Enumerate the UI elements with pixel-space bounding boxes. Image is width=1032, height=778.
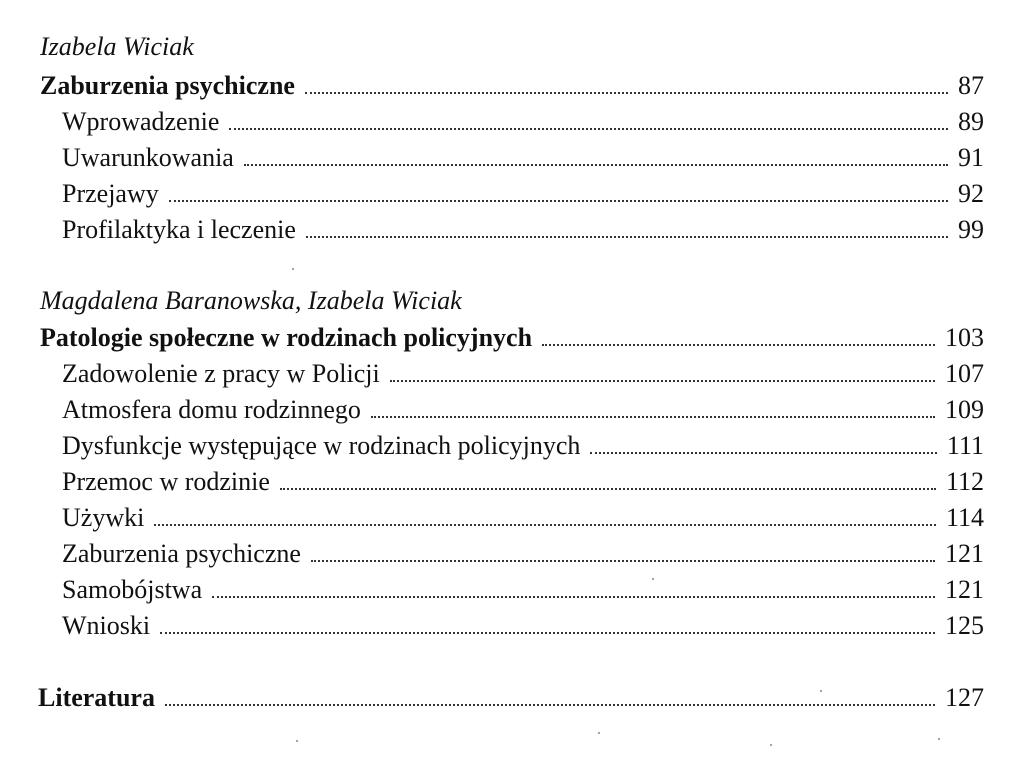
toc-entry: [62, 502, 984, 534]
toc-entry: [62, 214, 984, 246]
toc-entry-page: 112: [945, 467, 984, 496]
dot-leader: [306, 236, 948, 238]
toc-entry-title: Atmosfera domu rodzinnego: [62, 395, 361, 424]
toc-entry-page: 107: [945, 359, 984, 388]
dot-leader: [280, 488, 936, 490]
toc-entry-title: Wnioski: [62, 611, 151, 640]
scan-speck: [652, 578, 654, 580]
dot-leader: [229, 128, 948, 130]
dot-leader: [590, 452, 937, 454]
toc-entry: [62, 394, 984, 426]
toc-entry-page: 99: [958, 215, 984, 244]
toc-entry-literatura: [38, 682, 984, 714]
toc-entry-title: Przejawy: [62, 179, 159, 208]
scan-speck: [820, 690, 822, 692]
toc-entry-page: 111: [946, 431, 984, 460]
dot-leader: [212, 596, 935, 598]
toc-entry-title: Profilaktyka i leczenie: [62, 215, 296, 244]
scan-speck: [292, 268, 294, 270]
section-2-author: Magdalena Baranowska, Izabela Wiciak: [40, 286, 462, 315]
toc-entry-title: Literatura: [38, 683, 155, 712]
toc-entry: [62, 178, 984, 210]
dot-leader: [311, 560, 935, 562]
toc-entry-title: Uwarunkowania: [62, 143, 234, 172]
toc-entry-title: Dysfunkcje występujące w rodzinach policyjnych: [62, 431, 581, 460]
toc-entry: [62, 538, 984, 570]
toc-entry: [62, 466, 984, 498]
toc-entry: [62, 106, 984, 138]
toc-entry-page: 121: [945, 575, 984, 604]
toc-entry-page: 89: [958, 107, 984, 136]
toc-entry-title: Zaburzenia psychiczne: [62, 539, 301, 568]
toc-entry-main: [40, 70, 984, 102]
toc-entry-page: 109: [945, 395, 984, 424]
dot-leader: [160, 632, 935, 634]
scan-speck: [938, 738, 940, 740]
dot-leader: [390, 380, 935, 382]
toc-entry-page: 92: [958, 179, 984, 208]
toc-entry-main: [40, 322, 984, 354]
toc-entry-page: 121: [945, 539, 984, 568]
toc-entry: [62, 574, 984, 606]
section-1-author: Izabela Wiciak: [40, 32, 194, 61]
dot-leader: [244, 164, 948, 166]
dot-leader: [542, 344, 935, 346]
toc-entry-title: Samobójstwa: [62, 575, 203, 604]
dot-leader: [165, 704, 935, 706]
toc-entry-title: Wprowadzenie: [62, 107, 220, 136]
scan-speck: [296, 740, 298, 742]
toc-entry-page: 114: [945, 503, 984, 532]
dot-leader: [371, 416, 935, 418]
toc-entry-page: 127: [945, 683, 984, 712]
toc-entry-page: 91: [958, 143, 984, 172]
dot-leader: [154, 524, 936, 526]
toc-entry-title: Przemoc w rodzinie: [62, 467, 270, 496]
toc-entry: [62, 358, 984, 390]
toc-entry-page: 125: [945, 611, 984, 640]
toc-entry-page: 87: [958, 71, 984, 100]
toc-entry-page: 103: [945, 323, 984, 352]
dot-leader: [305, 92, 948, 94]
toc-entry-title: Patologie społeczne w rodzinach policyjnych: [40, 323, 533, 352]
scan-speck: [770, 744, 772, 746]
toc-entry: [62, 142, 984, 174]
toc-entry-title: Zaburzenia psychiczne: [40, 71, 295, 100]
toc-entry: [62, 430, 984, 462]
dot-leader: [169, 200, 948, 202]
toc-entry-title: Używki: [62, 503, 145, 532]
toc-entry-title: Zadowolenie z pracy w Policji: [62, 359, 380, 388]
scan-speck: [598, 732, 600, 734]
toc-entry: [62, 610, 984, 642]
